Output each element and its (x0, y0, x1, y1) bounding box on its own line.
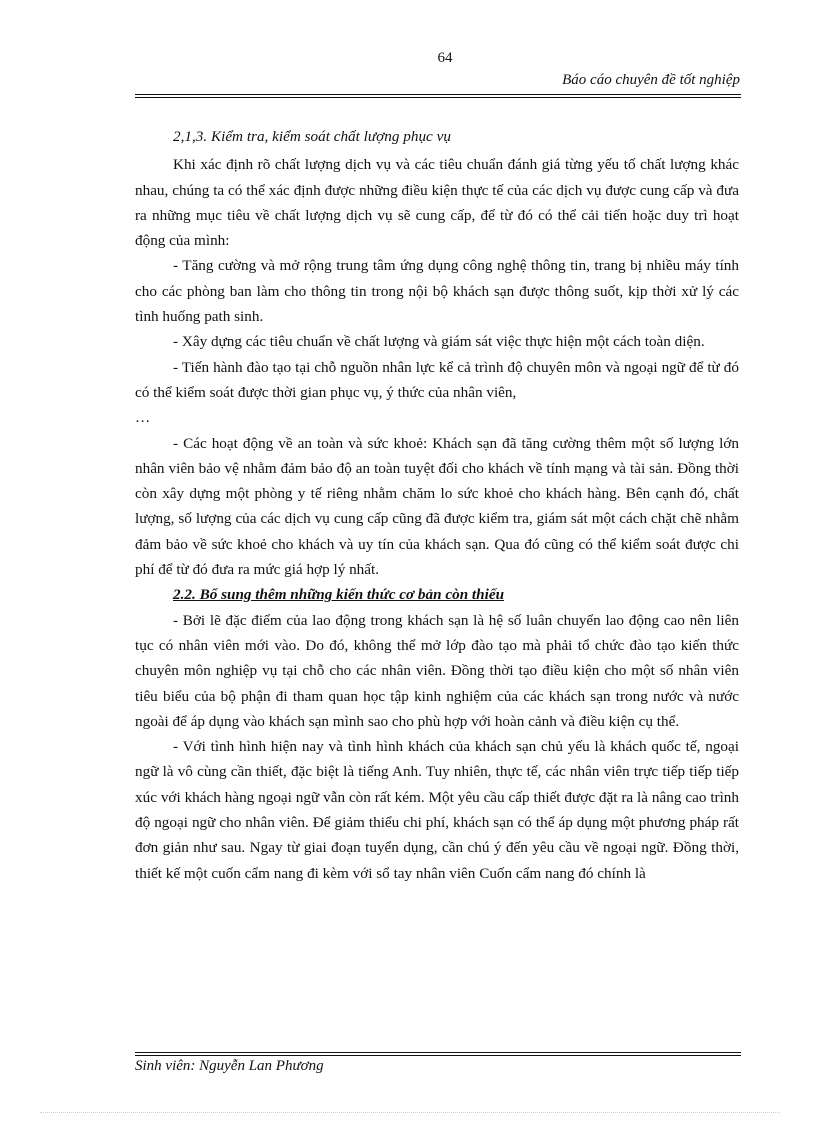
paragraph: Khi xác định rõ chất lượng dịch vụ và các tiêu chuẩn đánh giá từng yếu tố chất lượng khác nhau, chúng ta có thể xác định được những điều kiện thực tế của các dịch vụ được cung cấp và đưa ra những mục tiêu về chất lượng dịch vụ sẽ cung cấp, để từ đó có thể cải tiến hoặc duy trì hoạt động của mình: (135, 156, 739, 250)
page-number: 64 (437, 50, 453, 66)
bullet-paragraph: - Các hoạt động về an toàn và sức khoẻ: Khách sạn đã tăng cường thêm một số lượng lớn nhân viên bảo vệ nhằm đảm bảo độ an toàn tuyệt đối cho khách về tính mạng và tài sản. Đồng thời còn xây dựng một phòng y tế riêng nhằm chăm lo sức khoẻ cho khách hàng. Bên cạnh đó, chất lượng, số lượng của các dịch vụ cung cấp cũng đã được kiểm tra, giám sát một cách chặt chẽ nhằm đảm bảo về sức khoẻ cho khách và uy tín của khách sạn. Qua đó cũng có thể kiểm soát được chi phí để từ đó đưa ra mức giá hợp lý nhất. (135, 434, 739, 579)
bullet-paragraph: - Xây dựng các tiêu chuẩn về chất lượng và giám sát việc thực hiện một cách toàn diện. (173, 333, 705, 351)
bullet-paragraph: - Tăng cường và mở rộng trung tâm ứng dụng công nghệ thông tin, trang bị nhiều máy tính cho các phòng ban làm cho thông tin trong nội bộ khách sạn được thông suốt, kịp thời xử lý các tình huống path sinh. (135, 257, 739, 326)
section-heading: 2,1,3. Kiểm tra, kiểm soát chất lượng phục vụ (173, 128, 451, 145)
ellipsis-line: … (135, 409, 151, 427)
bullet-paragraph: - Bởi lẽ đặc điểm của lao động trong khách sạn là hệ số luân chuyển lao động cao nên liên tục có nhân viên mới vào. Do đó, không thể mở lớp đào tạo mà phải tổ chức đào tạo kiến thức chuyên môn nghiệp vụ tại chỗ cho các nhân viên. Đồng thời tạo điều kiện cho một số nhân viên tiêu biểu của bộ phận đi tham quan học tập kinh nghiệm của các khách sạn trong nước và nước ngoài để áp dụng vào khách sạn mình sao cho phù hợp với hoàn cảnh và điều kiện cụ thể. (135, 611, 739, 730)
footer-author: Sinh viên: Nguyễn Lan Phương (135, 1058, 324, 1074)
page-edge-dotted-line (40, 1112, 780, 1113)
header-title: Báo cáo chuyên đề tốt nghiệp (562, 72, 740, 88)
header-divider (135, 94, 741, 98)
section-heading-bold: 2.2. Bổ sung thêm những kiến thức cơ bản còn thiếu (173, 586, 505, 604)
document-body (135, 124, 739, 886)
bullet-paragraph: - Tiến hành đào tạo tại chỗ nguồn nhân lực kể cả trình độ chuyên môn và ngoại ngữ để từ đó có thể kiểm soát được thời gian phục vụ, ý thức của nhân viên, (135, 358, 739, 401)
bullet-paragraph: - Với tình hình hiện nay và tình hình khách của khách sạn chủ yếu là khách quốc tế, ngoại ngữ là vô cùng cần thiết, đặc biệt là tiếng Anh. Tuy nhiên, thực tế, các nhân viên trực tiếp tiếp tiếp xúc với khách hàng ngoại ngữ vẫn còn rất kém. Một yêu cầu cấp thiết được đặt ra là nâng cao trình độ ngoại ngữ cho nhân viên. Để giảm thiểu chi phí, khách sạn có thể áp dụng một phương pháp rất đơn giản như sau. Ngay từ giai đoạn tuyển dụng, cần chú ý đến yêu cầu về ngoại ngữ. Đồng thời, thiết kế một cuốn cẩm nang đi kèm với sổ tay nhân viên Cuốn cẩm nang đó chính là (135, 738, 739, 882)
footer-divider (135, 1052, 741, 1056)
